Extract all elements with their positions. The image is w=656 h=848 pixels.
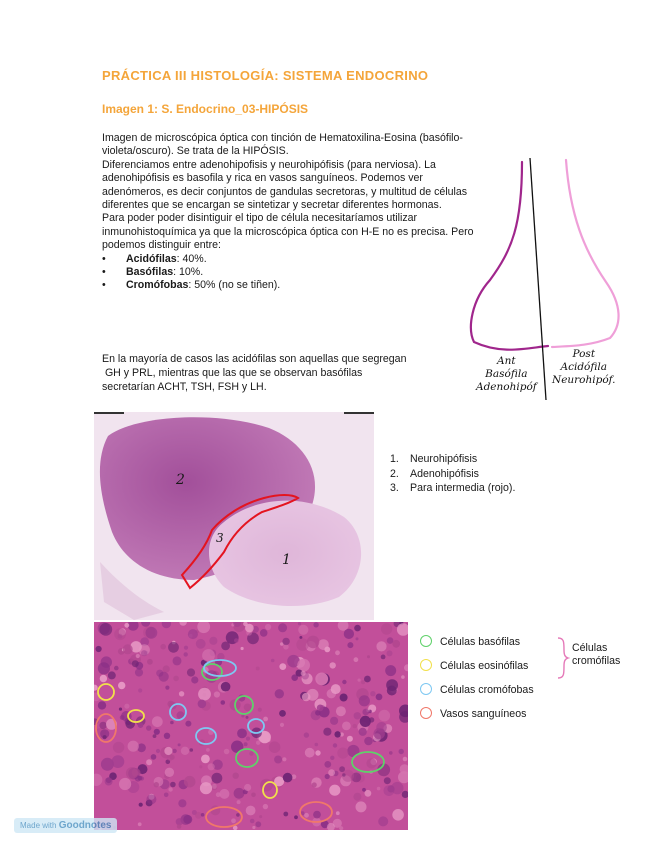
paragraph: Imagen de microscópica óptica con tinción de Hematoxilina-Eosina (basófilo-violeta/oscuro). Se trata de la HIPÓSIS. <box>102 132 463 158</box>
cell-type-value: : 50% (no se tiñen). <box>188 279 281 292</box>
basophil-marker-icon <box>420 635 432 647</box>
region-number: 2 <box>176 472 185 488</box>
note-line: En la mayoría de casos las acidófilas son aquellas que segregan <box>102 353 407 365</box>
legend-row: Vasos sanguíneos <box>420 707 534 731</box>
pituitary-sketch <box>462 150 632 425</box>
list-item <box>102 266 482 279</box>
description-block <box>102 132 482 293</box>
chromophobe-marker-icon <box>420 683 432 695</box>
document-title: PRÁCTICA III HISTOLOGÍA: SISTEMA ENDOCRINO <box>102 68 429 83</box>
region-number: 3 <box>216 531 224 545</box>
highmag-micrograph <box>94 622 408 830</box>
cell-type-name: Acidófilas <box>126 252 177 265</box>
region-number: 1 <box>282 552 291 568</box>
paragraph: Diferenciamos entre adenohipofisis y neurohipófisis (para nerviosa). La adenohipófisis es basofila y rica en vasos sanguíneos. Podemos ver adenómeros, es decir conjuntos de gandulas secretoras, y multitud de células diferentes que se encargan se sintetizar y secretar diferentes hormonas. <box>102 158 468 212</box>
legend-row: Células basófilas <box>420 635 534 659</box>
legend-row: Células eosinófilas <box>420 659 534 683</box>
list-item: 3. Para intermedia (rojo). <box>390 482 516 495</box>
list-item <box>102 279 482 292</box>
image-subtitle: Imagen 1: S. Endocrino_03-HIPÓSIS <box>102 102 309 116</box>
eosinophil-marker-icon <box>420 659 432 671</box>
list-item: 2. Adenohipófisis <box>390 467 479 480</box>
vessel-marker-icon <box>420 707 432 719</box>
note-line: GH y PRL, mientras que las que se observan basófilas <box>102 367 363 379</box>
cell-type-list <box>102 253 482 293</box>
cell-legend <box>420 635 534 731</box>
lowmag-micrograph <box>94 412 374 620</box>
cell-type-value: : 10%. <box>173 266 204 279</box>
list-item: 1. Neurohipófisis <box>390 453 478 465</box>
legend-row: Células cromófobas <box>420 683 534 707</box>
cell-type-value: : 40%. <box>176 252 207 265</box>
region-legend <box>390 452 515 496</box>
cell-type-name: Cromófobas <box>126 279 189 292</box>
anterior-label: Ant Basófila Adenohipóf <box>476 355 537 393</box>
list-item <box>102 253 482 266</box>
curly-brace-icon <box>556 636 570 680</box>
secretion-note <box>102 352 472 394</box>
goodnotes-badge: Made with Goodnotes <box>14 818 117 833</box>
posterior-label: Post Acidófila Neurohipóf. <box>552 348 616 386</box>
chromophil-group-label: Células cromófilas <box>572 642 621 667</box>
posterior-lobe-outline <box>552 160 619 347</box>
note-line: secretarían ACHT, TSH, FSH y LH. <box>102 381 267 393</box>
paragraph: Para poder poder disintiguir el tipo de célula necesitaríamos utilizar inmunohistoquímica ya que la microscópica óptica con H-E no es precisa. Pero podemos distinguir entre: <box>102 212 474 252</box>
cell-type-name: Basófilas <box>126 266 174 279</box>
